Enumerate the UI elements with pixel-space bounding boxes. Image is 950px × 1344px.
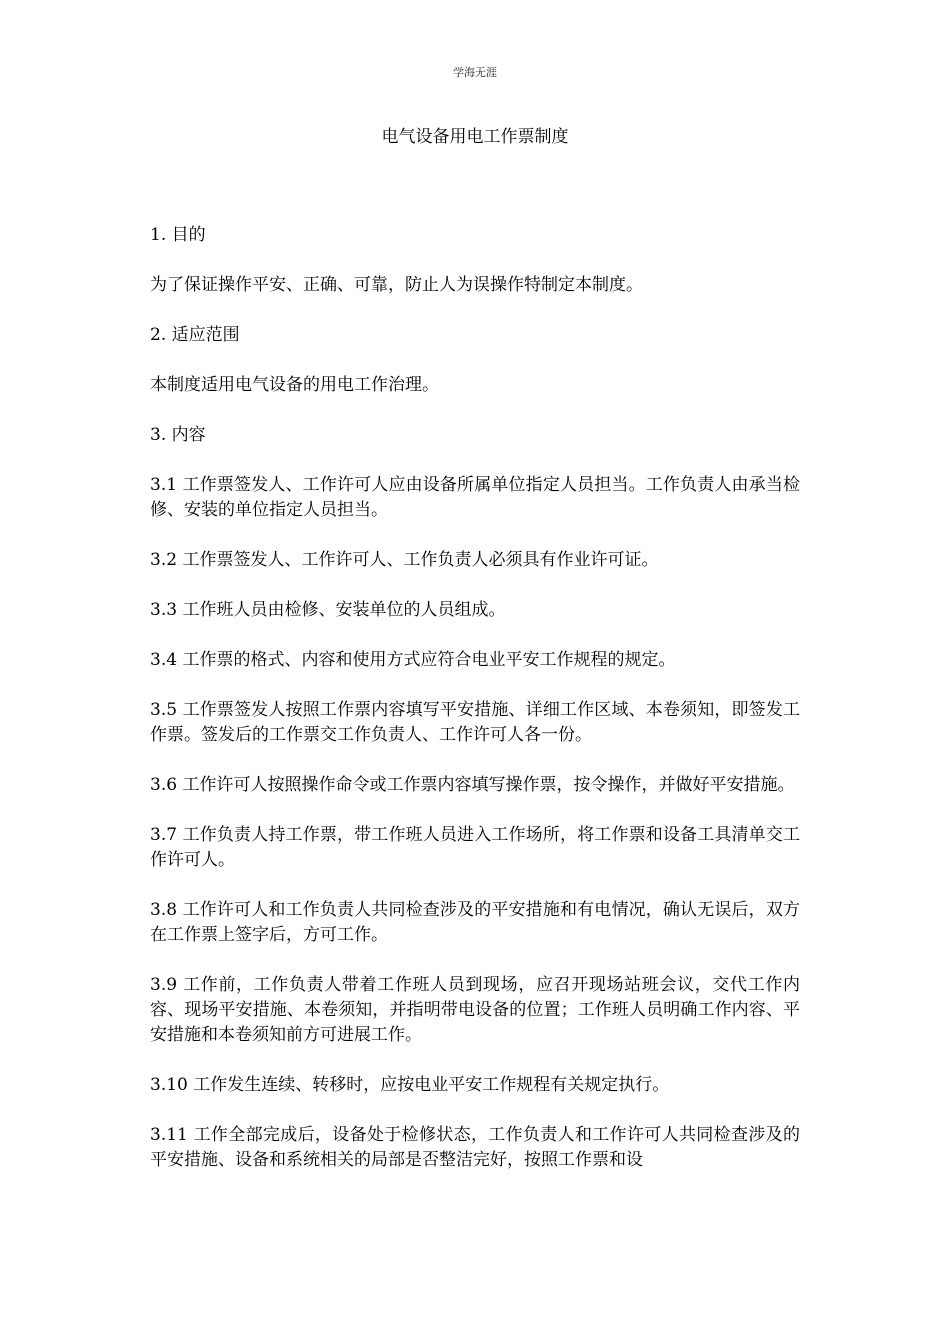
- clause-3-8: 3.8 工作许可人和工作负责人共同检查涉及的平安措施和有电情况，确认无误后，双方在工作票上签字后，方可工作。: [150, 900, 800, 945]
- page-header: 学海无涯: [453, 66, 497, 79]
- paragraph-scope: 本制度适用电气设备的用电工作治理。: [150, 375, 439, 395]
- clause-3-4: 3.4 工作票的格式、内容和使用方式应符合电业平安工作规程的规定。: [150, 650, 676, 670]
- clause-3-5: 3.5 工作票签发人按照工作票内容填写平安措施、详细工作区域、本卷须知，即签发工作票。签发后的工作票交工作负责人、工作许可人各一份。: [150, 700, 800, 745]
- paragraph-purpose: 为了保证操作平安、正确、可靠，防止人为误操作特制定本制度。: [150, 275, 643, 295]
- section-heading-content: 3. 内容: [150, 425, 206, 445]
- document-title: 电气设备用电工作票制度: [381, 127, 569, 147]
- clause-3-3: 3.3 工作班人员由检修、安装单位的人员组成。: [150, 600, 506, 620]
- clause-3-6: 3.6 工作许可人按照操作命令或工作票内容填写操作票，按令操作，并做好平安措施。: [150, 775, 795, 795]
- clause-3-10: 3.10 工作发生连续、转移时，应按电业平安工作规程有关规定执行。: [150, 1075, 670, 1095]
- clause-3-7: 3.7 工作负责人持工作票，带工作班人员进入工作场所，将工作票和设备工具清单交工作许可人。: [150, 825, 800, 870]
- document-body: [150, 223, 800, 1173]
- clause-3-2: 3.2 工作票签发人、工作许可人、工作负责人必须具有作业许可证。: [150, 550, 659, 570]
- clause-3-1: 3.1 工作票签发人、工作许可人应由设备所属单位指定人员担当。工作负责人由承当检修、安装的单位指定人员担当。: [150, 475, 800, 520]
- section-heading-purpose: 1. 目的: [150, 225, 206, 245]
- section-heading-scope: 2. 适应范围: [150, 325, 240, 345]
- clause-3-9: 3.9 工作前，工作负责人带着工作班人员到现场，应召开现场站班会议，交代工作内容、现场平安措施、本卷须知，并指明带电设备的位置；工作班人员明确工作内容、平安措施和本卷须知前方可进展工作。: [150, 975, 800, 1045]
- clause-3-11: 3.11 工作全部完成后，设备处于检修状态，工作负责人和工作许可人共同检查涉及的平安措施、设备和系统相关的局部是否整洁完好，按照工作票和设: [150, 1125, 800, 1170]
